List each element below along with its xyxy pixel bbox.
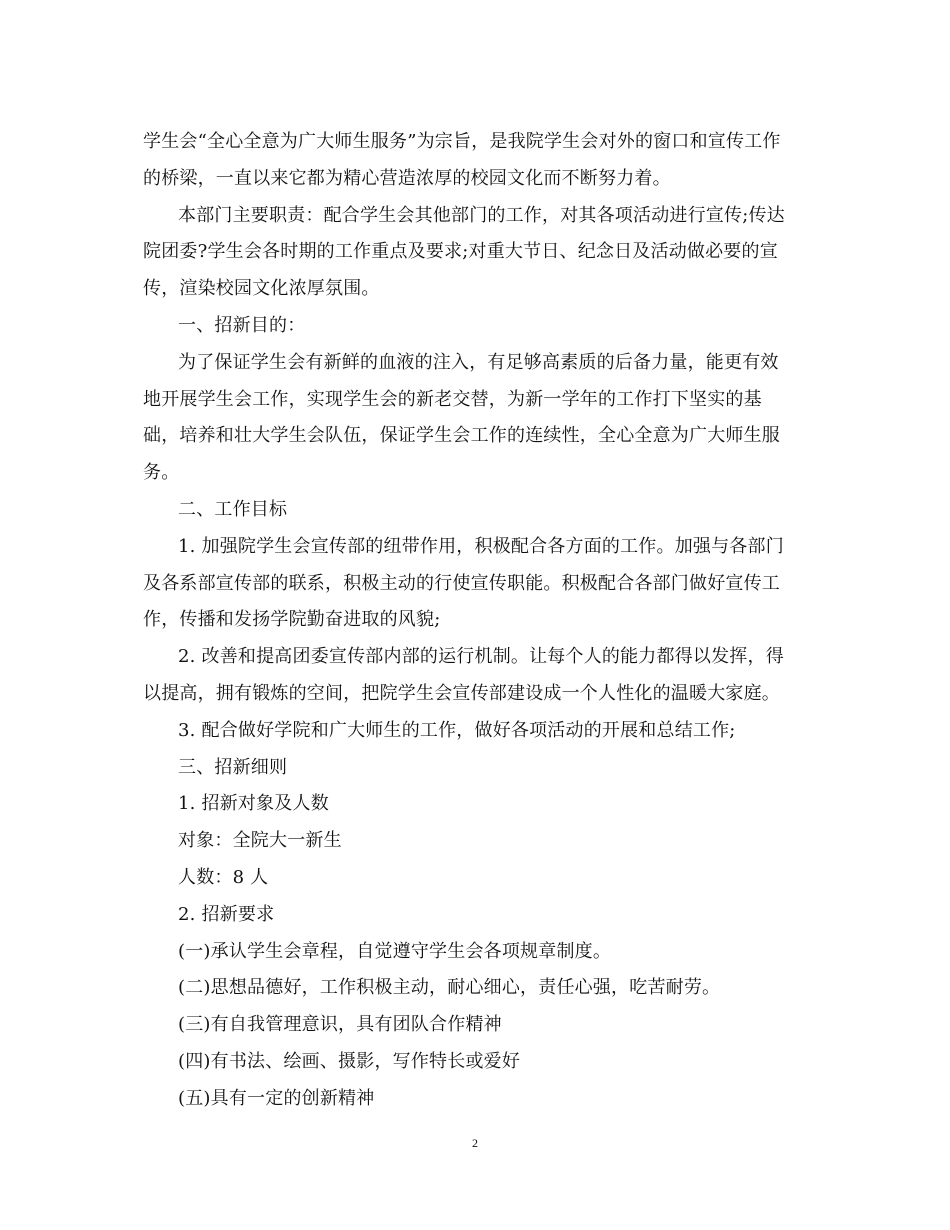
text-line: 三、招新细则	[178, 756, 288, 778]
text-line: (四)有书法、绘画、摄影，写作特长或爱好	[178, 1050, 521, 1072]
text-line: 2. 招新要求	[178, 903, 275, 925]
text-line: (三)有自我管理意识，具有团队合作精神	[178, 1014, 502, 1036]
text-line: 一、招新目的：	[178, 314, 306, 336]
text-line: 2. 改善和提高团委宣传部内部的运行机制。让每个人的能力都得以发挥，得	[178, 646, 784, 668]
text-line: (一)承认学生会章程，自觉遵守学生会各项规章制度。	[178, 940, 612, 962]
text-line: 传，渲染校园文化浓厚氛围。	[143, 278, 380, 300]
text-line: 本部门主要职责：配合学生会其他部门的工作，对其各项活动进行宣传;传达	[178, 204, 785, 226]
text-line: 地开展学生会工作，实现学生会的新老交替，为新一学年的工作打下坚实的基	[143, 388, 762, 410]
text-line: 以提高，拥有锻炼的空间，把院学生会宣传部建设成一个人性化的温暖大家庭。	[143, 682, 780, 704]
text-line: 的桥梁，一直以来它都为精心营造浓厚的校园文化而不断努力着。	[143, 167, 671, 189]
text-line: 二、工作目标	[178, 498, 288, 520]
text-line: 及各系部宣传部的联系，积极主动的行使宣传职能。积极配合各部门做好宣传工	[143, 572, 780, 594]
text-line: 学生会“全心全意为广大师生服务”为宗旨，是我院学生会对外的窗口和宣传工作	[143, 131, 781, 152]
text-line: 1. 招新对象及人数	[178, 793, 329, 815]
page-number: 2	[472, 1136, 478, 1150]
document-body	[143, 124, 808, 1118]
text-line: 对象：全院大一新生	[178, 830, 342, 852]
text-line: 础，培养和壮大学生会队伍，保证学生会工作的连续性，全心全意为广大师生服	[143, 425, 780, 447]
text-line: (二)思想品德好，工作积极主动，耐心细心，责任心强，吃苦耐劳。	[178, 977, 721, 999]
text-line: 人数：8 人	[178, 866, 269, 888]
text-line: 为了保证学生会有新鲜的血液的注入，有足够高素质的后备力量，能更有效	[178, 351, 779, 373]
text-line: 3. 配合做好学院和广大师生的工作，做好各项活动的开展和总结工作;	[178, 719, 736, 741]
text-line: 1. 加强院学生会宣传部的纽带作用，积极配合各方面的工作。加强与各部门	[178, 535, 784, 557]
text-line: 院团委?学生会各时期的工作重点及要求;对重大节日、纪念日及活动做必要的宣	[143, 241, 778, 263]
text-line: 务。	[143, 462, 180, 484]
text-line: 作，传播和发扬学院勤奋进取的风貌;	[143, 609, 441, 631]
text-line: (五)具有一定的创新精神	[178, 1087, 375, 1109]
